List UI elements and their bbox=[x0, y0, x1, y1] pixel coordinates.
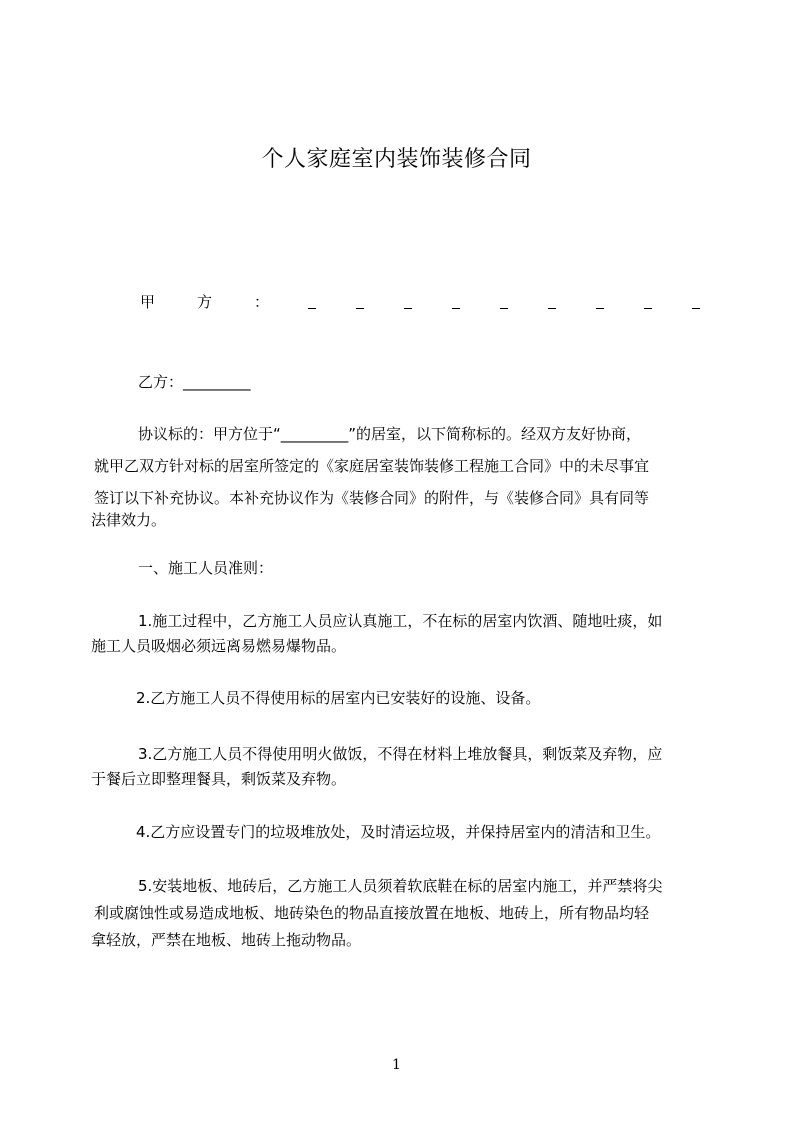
party-a-blank-dash bbox=[692, 308, 700, 309]
party-a-blank-dash bbox=[404, 308, 412, 309]
paragraph-line: 拿轻放，严禁在地板、地砖上拖动物品。 bbox=[91, 931, 362, 949]
paragraph-line: 利或腐蚀性或易造成地板、地砖染色的物品直接放置在地板、地砖上，所有物品均轻 bbox=[94, 904, 650, 922]
party-a-blank-dash bbox=[548, 308, 556, 309]
party-a-blank-dash bbox=[644, 308, 652, 309]
party-a-label-char1: 甲 bbox=[140, 293, 156, 311]
party-a-blank-dash bbox=[500, 308, 508, 309]
paragraph-line: 就甲乙双方针对标的居室所签定的《家庭居室装饰装修工程施工合同》中的未尽事宜 bbox=[94, 457, 650, 475]
paragraph-line: 签订以下补充协议。本补充协议作为《装修合同》的附件，与《装修合同》具有同等 bbox=[94, 489, 650, 507]
section-heading: 一、施工人员准则： bbox=[138, 559, 274, 577]
page-number: 1 bbox=[392, 1057, 401, 1073]
paragraph-line: 5.安装地板、地砖后，乙方施工人员须着软底鞋在标的居室内施工，并严禁将尖 bbox=[138, 877, 663, 895]
party-b-line: 乙方：_________ bbox=[138, 373, 251, 391]
paragraph-line: 4.乙方应设置专门的垃圾堆放处，及时清运垃圾，并保持居室内的清洁和卫生。 bbox=[136, 823, 661, 841]
party-a-line bbox=[138, 291, 704, 315]
party-a-blank-dash bbox=[596, 308, 604, 309]
paragraph-line: 3.乙方施工人员不得使用明火做饭，不得在材料上堆放餐具，剩饭菜及弃物，应 bbox=[138, 745, 663, 763]
party-a-colon: ： bbox=[254, 293, 270, 311]
document-title: 个人家庭室内装饰装修合同 bbox=[261, 147, 532, 172]
paragraph-line: 于餐后立即整理餐具，剩饭菜及弃物。 bbox=[91, 770, 347, 788]
party-a-label-char2: 方 bbox=[197, 293, 213, 311]
paragraph-line: 施工人员吸烟必须远离易燃易爆物品。 bbox=[91, 637, 347, 655]
party-a-blank-dash bbox=[308, 308, 316, 309]
party-a-blank-dash bbox=[356, 308, 364, 309]
paragraph-line: 1.施工过程中，乙方施工人员应认真施工，不在标的居室内饮酒、随地吐痰，如 bbox=[138, 612, 663, 630]
paragraph-line: 2.乙方施工人员不得使用标的居室内已安装好的设施、设备。 bbox=[136, 689, 541, 707]
party-a-blank-dash bbox=[452, 308, 460, 309]
paragraph-line: 法律效力。 bbox=[91, 511, 167, 529]
paragraph-line: 协议标的：甲方位于“_________”的居室，以下简称标的。经双方友好协商， bbox=[138, 425, 642, 443]
